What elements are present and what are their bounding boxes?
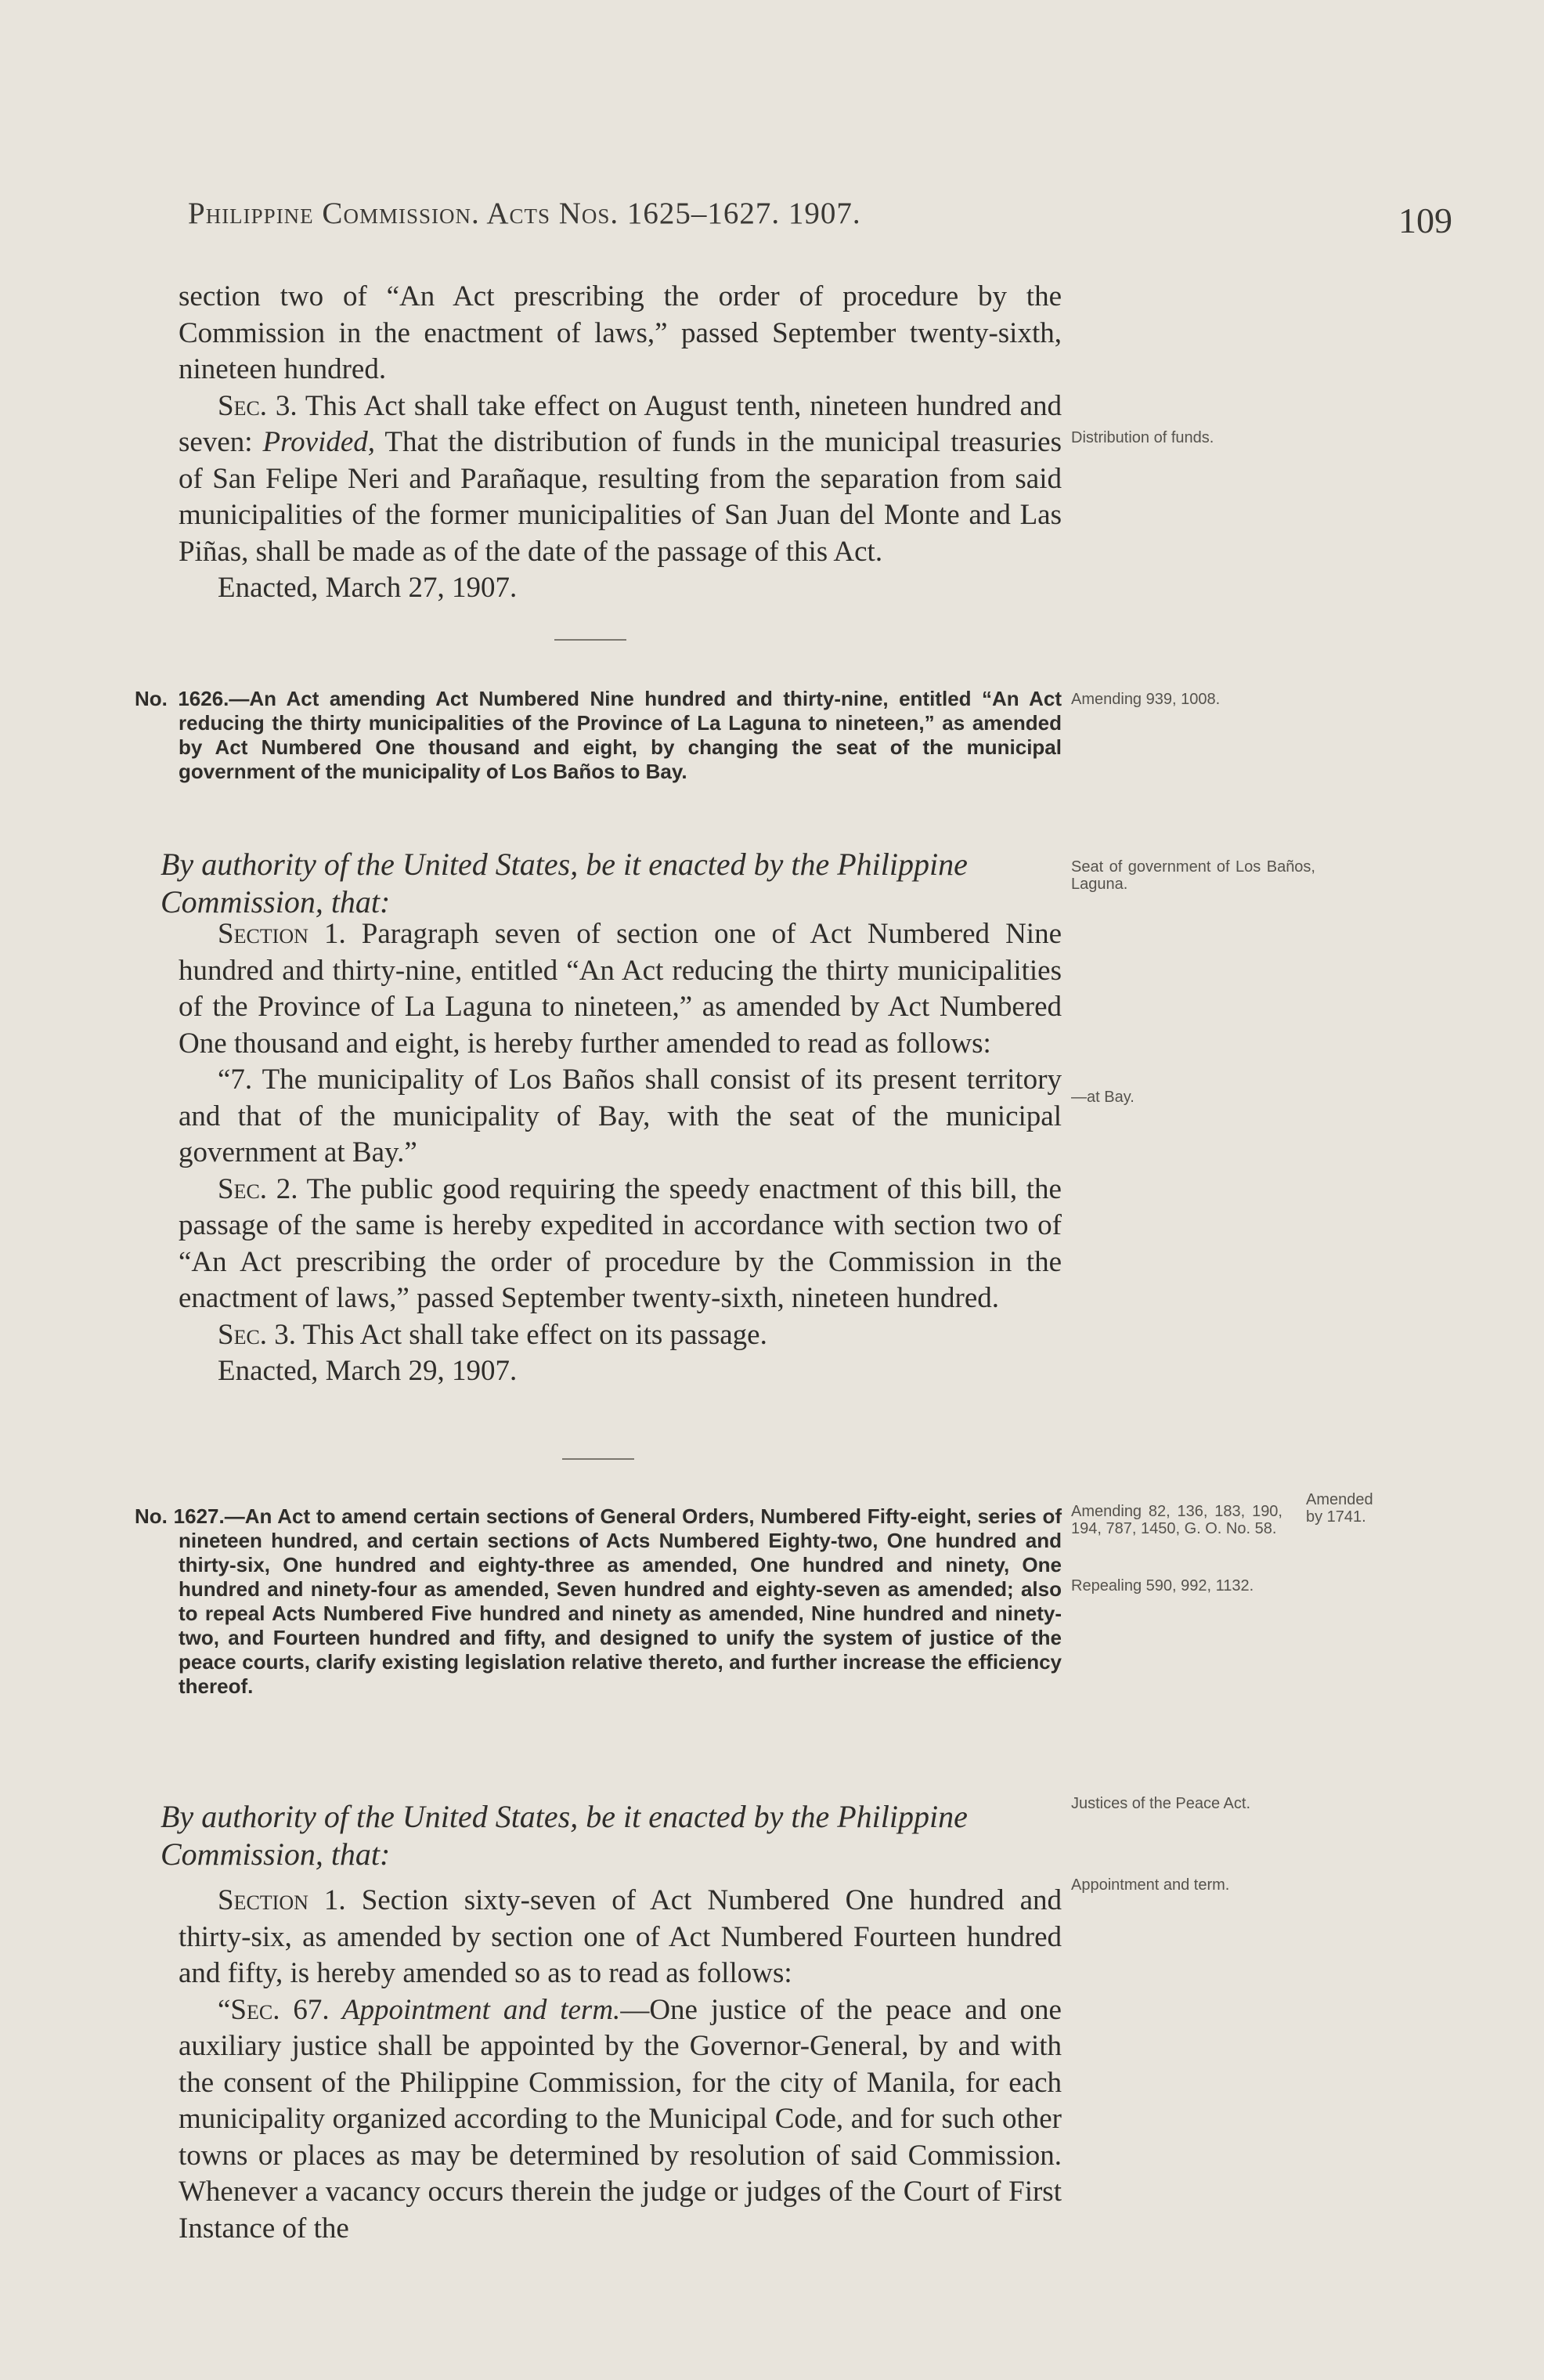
sec67-heading: Appointment and term. <box>329 1993 621 2026</box>
act-1626-title-text: No. 1626.—An Act amending Act Numbered Nine hundred and thirty-nine, entitled “An Act reducing the thirty municipalities of the Province of La Laguna to nineteen,” as amended by Act Numbered One thousand and eight, by changing the seat of the municipal government of the municipality of Los Baños to Bay. <box>135 687 1062 783</box>
section-67-paragraph <box>179 1992 1062 2248</box>
sec3-label: Sec. 3. <box>218 389 298 422</box>
enacting-clause-1626: By authority of the United States, be it enacted by the Philippine Commission, that: <box>161 847 968 919</box>
sec3-text-b: That the distribution of funds in the municipal treasuries of San Felipe Neri and Parañaque, resulting from the separation from said municipalities of the former municipalities of San Juan del Monte and Las Piñas, shall be made as of the date of the passage of this Act. <box>179 426 1062 568</box>
sec1-text-1627: Section sixty-seven of Act Numbered One hundred and thirty-six, as amended by section one of Act Numbered Fourteen hundred and fifty, is hereby amended so as to read as follows: <box>179 1884 1062 1989</box>
sec1-label-1627: Section 1. <box>218 1884 346 1916</box>
sec2-label: Sec. 2. <box>218 1172 298 1205</box>
sec67-text: —One justice of the peace and one auxiliary justice shall be appointed by the Governor-General, by and with the consent of the Philippine Commission, for the city of Manila, for each municipality organized according to the Municipal Code, and for such other towns or places as may be determined by resolution of said Commission. Whenever a vacancy occurs therein the judge or judges of the Court of First Instance of the <box>179 1993 1062 2245</box>
margin-note-amending-1626: Amending 939, 1008. <box>1071 691 1221 708</box>
enacting-clause-1627: By authority of the United States, be it enacted by the Philippine Commission, that: <box>161 1799 968 1872</box>
act-1625-tail <box>179 279 1062 607</box>
sec1-text: Paragraph seven of section one of Act Numbered Nine hundred and thirty-nine, entitled “An Act reducing the thirty municipalities of the Province of La Laguna to nineteen,” as amended by Act Numbered One thousand and eight, is hereby further amended to read as follows: <box>179 918 1062 1060</box>
page-number: 109 <box>1398 200 1452 240</box>
act-1626-title <box>135 687 1062 784</box>
act-1627-body <box>179 1883 1062 2247</box>
sec3-text-1626: This Act shall take effect on its passage. <box>296 1318 767 1351</box>
margin-note-bay: —at Bay. <box>1071 1089 1135 1106</box>
section-divider <box>554 639 626 641</box>
margin-note-distribution: Distribution of funds. <box>1071 429 1214 446</box>
margin-note-amending-1627: Amending 82, 136, 183, 190, 194, 787, 1450, G. O. No. 58. <box>1071 1503 1282 1537</box>
continuation-paragraph: section two of “An Act prescribing the order of procedure by the Commission in the enactment of laws,” passed September twenty-sixth, nineteen hundred. <box>179 280 1062 385</box>
act-1627-title <box>135 1504 1062 1699</box>
section-3-paragraph-1626 <box>179 1317 1062 1354</box>
section-2-paragraph <box>179 1172 1062 1317</box>
sec1-label: Section 1. <box>218 918 346 950</box>
sec67-label: “Sec. 67. <box>218 1993 330 2026</box>
provided-word: Provided, <box>262 426 376 458</box>
section-1-paragraph-1627 <box>179 1883 1062 1992</box>
section-1-paragraph <box>179 916 1062 1062</box>
running-header: Philippine Commission. Acts Nos. 1625–1627. 1907. <box>188 197 861 230</box>
margin-note-appointment: Appointment and term. <box>1071 1876 1230 1894</box>
margin-note-justices: Justices of the Peace Act. <box>1071 1795 1251 1812</box>
quoted-paragraph-7: “7. The municipality of Los Baños shall consist of its present territory and that of the municipality of Bay, with the seat of the municipal government at Bay.” <box>179 1064 1062 1168</box>
act-1626-body <box>179 916 1062 1390</box>
section-3-paragraph <box>179 388 1062 571</box>
enacted-line-1626: Enacted, March 29, 1907. <box>218 1355 518 1387</box>
margin-note-seat: Seat of government of Los Baños, Laguna. <box>1071 858 1315 893</box>
margin-note-repealing: Repealing 590, 992, 1132. <box>1071 1577 1254 1594</box>
act-1627-title-text: No. 1627.—An Act to amend certain sections of General Orders, Numbered Fifty-eight, series of nineteen hundred, and certain sections of Acts Numbered Eighty-two, One hundred and thirty-six, One hundred and eighty-three as amended, One hundred and ninety, One hundred and ninety-four as amended, Seven hundred and eighty-seven as amended; also to repeal Acts Numbered Five hundred and ninety as amended, Nine hundred and ninety-two, and Fourteen hundred and fifty, and designed to unify the system of justice of the peace courts, clarify existing legislation relative thereto, and further increase the efficiency thereof. <box>135 1504 1062 1698</box>
sec3-label-1626: Sec. 3. <box>218 1318 297 1351</box>
margin-note-amended-by: Amended by 1741. <box>1306 1491 1373 1526</box>
enacted-line: Enacted, March 27, 1907. <box>218 572 518 604</box>
sec2-text: The public good requiring the speedy enactment of this bill, the passage of the same is hereby expedited in accordance with section two of “An Act prescribing the order of procedure by the Commission in the enactment of laws,” passed September twenty-sixth, nineteen hundred. <box>179 1172 1062 1314</box>
section-divider-2 <box>562 1458 634 1460</box>
sec3-text-a: This Act shall take effect on August tenth, nineteen hundred and seven: <box>179 389 1062 458</box>
